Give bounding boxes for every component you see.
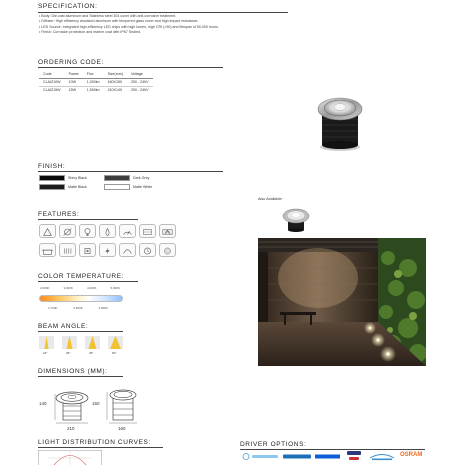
header-power: Power: [68, 71, 79, 76]
divider: [38, 171, 223, 172]
cell-size: 160X150: [107, 80, 122, 84]
divider: [38, 219, 138, 220]
installation-photo: [258, 238, 426, 366]
divider: [38, 67, 223, 68]
beam-angle-label: 60°: [112, 351, 117, 355]
finish-label: Matte Black: [68, 185, 87, 189]
divider: [38, 281, 138, 282]
cct-label: 4,000K: [86, 286, 97, 290]
features-title: FEATURES:: [38, 211, 80, 218]
color-temperature-title: COLOR TEMPERATURE:: [38, 273, 125, 280]
cct-label: 4,500K: [98, 306, 108, 310]
finish-label: Shiny Black: [68, 176, 87, 180]
driver-logo-osram: OSRAM: [400, 452, 423, 458]
efficiency-icon: [119, 243, 136, 257]
header-code: Code: [43, 71, 52, 76]
led-chip-icon: [79, 243, 96, 257]
product-image: [300, 75, 380, 155]
cct-label: 3,000K: [63, 286, 73, 290]
cct-label: 2,000K: [40, 286, 50, 290]
cct-label: 2,700K: [48, 306, 58, 310]
finish-title: FINISH:: [38, 163, 66, 170]
dimension-height-label: 140: [39, 401, 47, 406]
beam-angle-icon: [39, 224, 56, 238]
dimension-drawing-2: [106, 386, 140, 424]
also-available-product-image: [281, 205, 311, 233]
ordering-table: [39, 70, 153, 94]
beam-angle-36: [62, 336, 77, 349]
finish-swatch-matte-black: [39, 184, 65, 190]
table-header-row: [39, 70, 153, 78]
driver-logo-1: [242, 452, 280, 461]
divider: [38, 12, 288, 13]
dimension-drawing-1: [54, 386, 90, 424]
cct-bottom-labels: [48, 306, 108, 310]
recessed-icon: [39, 243, 56, 257]
beam-angle-title: BEAM ANGLE:: [38, 323, 89, 330]
spec-item-diffuser: • Diffuser: High efficiency anodized aluminum with tempered glass cover and high impact resistance.: [39, 19, 199, 24]
dimension-width-label: 160: [118, 426, 126, 431]
cct-label: 3,500K: [73, 306, 83, 310]
header-voltage: Voltage: [130, 71, 143, 76]
cell-voltage: 200 - 240V: [130, 80, 149, 84]
divider: [38, 376, 123, 377]
dial-icon: [159, 243, 176, 257]
cell-voltage: 200 - 240V: [130, 88, 149, 93]
beam-angle-label: 45°: [89, 351, 94, 355]
beam-angle-label: 24°: [43, 351, 48, 355]
dimmable-icon: [119, 224, 136, 238]
light-distribution-chart: [38, 450, 102, 465]
dimension-height-label: 150: [92, 401, 100, 406]
beam-angle-label: 36°: [66, 351, 71, 355]
dimensions-title: DIMENSIONS (MM):: [38, 368, 108, 375]
also-available-label: Also Available:: [258, 197, 283, 201]
header-size: Size(mm): [107, 71, 123, 76]
cell-flux: 1,500lm: [86, 88, 100, 93]
driver-logo-3: [315, 453, 340, 460]
driver-options-title: DRIVER OPTIONS:: [240, 441, 307, 448]
spec-item-finish: • Finish: Corrosion protection and marine coat with IP67 Sealed.: [39, 30, 141, 35]
divider: [240, 449, 425, 450]
light-distribution-title: LIGHT DISTRIBUTION CURVES:: [38, 439, 151, 446]
bulb-icon: [79, 224, 96, 238]
driver-logo-5: [368, 452, 396, 461]
ip-rating-icon: [99, 224, 116, 238]
ordering-code-title: ORDERING CODE:: [38, 59, 104, 66]
finish-label: Matte White: [133, 185, 153, 189]
cell-code: CLAIZ15W: [43, 88, 61, 93]
cell-flux: 1,000lm: [86, 80, 100, 84]
table-row: [39, 86, 153, 94]
cct-top-labels: [40, 286, 120, 290]
thermal-icon: [59, 243, 76, 257]
dimension-width-label: 210: [67, 426, 75, 431]
beam-angle-24: [39, 336, 54, 349]
divider: [38, 331, 123, 332]
cell-power: 15W: [68, 88, 76, 93]
table-row: [39, 78, 153, 86]
finish-swatch-matte-white: [104, 184, 130, 190]
cell-power: 10W: [68, 80, 76, 84]
beam-angle-60: [108, 336, 123, 349]
beam-angle-45: [85, 336, 100, 349]
finish-label: Dark Grey: [133, 176, 150, 180]
power-factor-icon: [99, 243, 116, 257]
driver-logo-4: [346, 450, 362, 462]
driver-logo-2: [283, 453, 311, 460]
cell-code: CLAIZ10W: [43, 80, 61, 84]
color-temperature-bar: [39, 295, 123, 302]
specification-list: [39, 14, 339, 36]
cct-label: 5,000K: [110, 286, 120, 290]
header-flux: Flux: [86, 71, 94, 76]
spec-item-led-source: • LED Source: Integrated high-efficiency LED chips with high lumen, high CRI (>90) and lifespan of 50,000 hours.: [39, 24, 219, 29]
color-rendering-icon: [139, 224, 156, 238]
finish-swatch-shiny-black: [39, 175, 65, 181]
specification-title: SPECIFICATION:: [38, 3, 98, 10]
finish-swatch-dark-grey: [104, 175, 130, 181]
cell-size: 210X140: [107, 88, 122, 93]
spec-item-body: • Body: Die-cast aluminum and Stainless steel 304 cover with anti-corrosive treatment.: [39, 14, 177, 18]
lifespan-icon: [139, 243, 156, 257]
class-a-icon: [159, 224, 176, 238]
anti-glare-icon: [59, 224, 76, 238]
divider: [38, 447, 163, 448]
